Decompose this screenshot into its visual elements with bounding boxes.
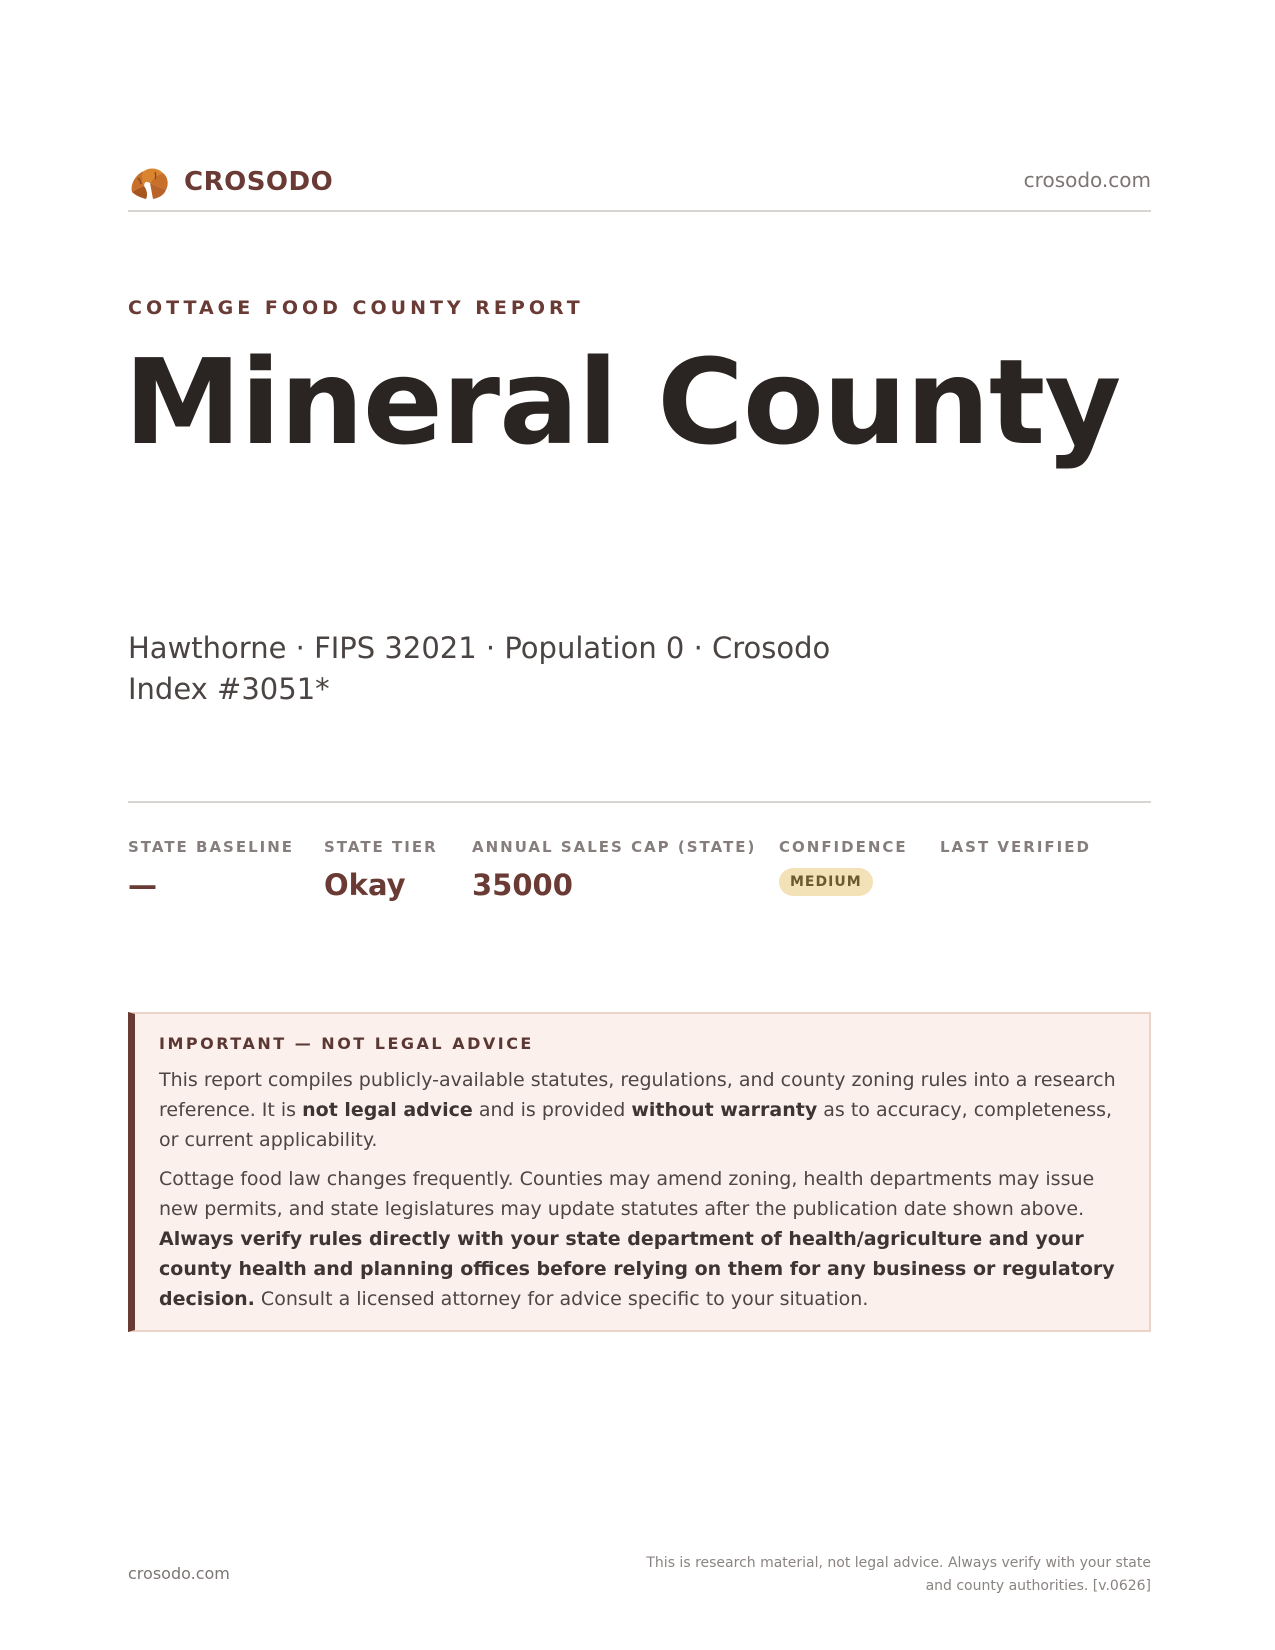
- notice-text: This report compiles publicly-available statutes, regulations, and county zoning rules into a research reference. It is: [159, 1069, 1116, 1121]
- notice-emphasis: Always verify rules directly with your state department of health/agriculture and your county health and planning offices before relying on them for any business or regulatory decision.: [159, 1228, 1115, 1310]
- stat-value: 35000: [472, 868, 573, 902]
- brand-name: CROSODO: [184, 167, 334, 197]
- notice-emphasis: without warranty: [631, 1099, 818, 1121]
- stat-last-verified: [940, 838, 1091, 868]
- report-subtitle: Hawthorne · FIPS 32021 · Population 0 · Crosodo Index #3051*: [128, 631, 831, 706]
- site-link[interactable]: crosodo.com: [1023, 168, 1151, 192]
- legal-notice: [128, 1012, 1151, 1332]
- stat-state-tier: [324, 838, 438, 902]
- stat-label: STATE TIER: [324, 838, 438, 856]
- footer-site-link[interactable]: crosodo.com: [128, 1564, 230, 1583]
- brand[interactable]: [128, 162, 333, 202]
- stats-row: [128, 838, 1151, 918]
- page-title: Mineral County: [124, 333, 1121, 471]
- notice-text: Consult a licensed attorney for advice specific to your situation.: [254, 1288, 869, 1310]
- footer-disclaimer: This is research material, not legal advice. Always verify with your state and county authorities. [v.0626]: [646, 1555, 1151, 1594]
- report-eyebrow: COTTAGE FOOD COUNTY REPORT: [128, 297, 584, 319]
- notice-text: Cottage food law changes frequently. Counties may amend zoning, health departments may issue new permits, and state legislatures may update statutes after the publication date shown above.: [159, 1168, 1095, 1220]
- stat-sales-cap: [472, 838, 756, 902]
- notice-text: and is provided: [472, 1099, 632, 1121]
- stat-confidence: [779, 838, 908, 896]
- stat-value: —: [128, 868, 157, 902]
- stat-label: CONFIDENCE: [779, 838, 908, 856]
- notice-emphasis: not legal advice: [302, 1099, 473, 1121]
- stat-label: LAST VERIFIED: [940, 838, 1091, 856]
- croissant-icon: [128, 162, 170, 202]
- stat-label: ANNUAL SALES CAP (STATE): [472, 838, 757, 856]
- notice-paragraph: [159, 1065, 1125, 1155]
- stat-label: STATE BASELINE: [128, 838, 295, 856]
- notice-text: as to accuracy, completeness, or current applicability.: [159, 1099, 1113, 1151]
- page-header: [128, 158, 1151, 212]
- confidence-badge: MEDIUM: [779, 868, 873, 896]
- notice-paragraph: [159, 1164, 1125, 1314]
- section-divider: [128, 801, 1151, 803]
- stat-state-baseline: [128, 838, 294, 902]
- report-page: [124, 0, 1151, 1650]
- stat-value: Okay: [324, 868, 406, 902]
- notice-title: IMPORTANT — NOT LEGAL ADVICE: [159, 1034, 534, 1053]
